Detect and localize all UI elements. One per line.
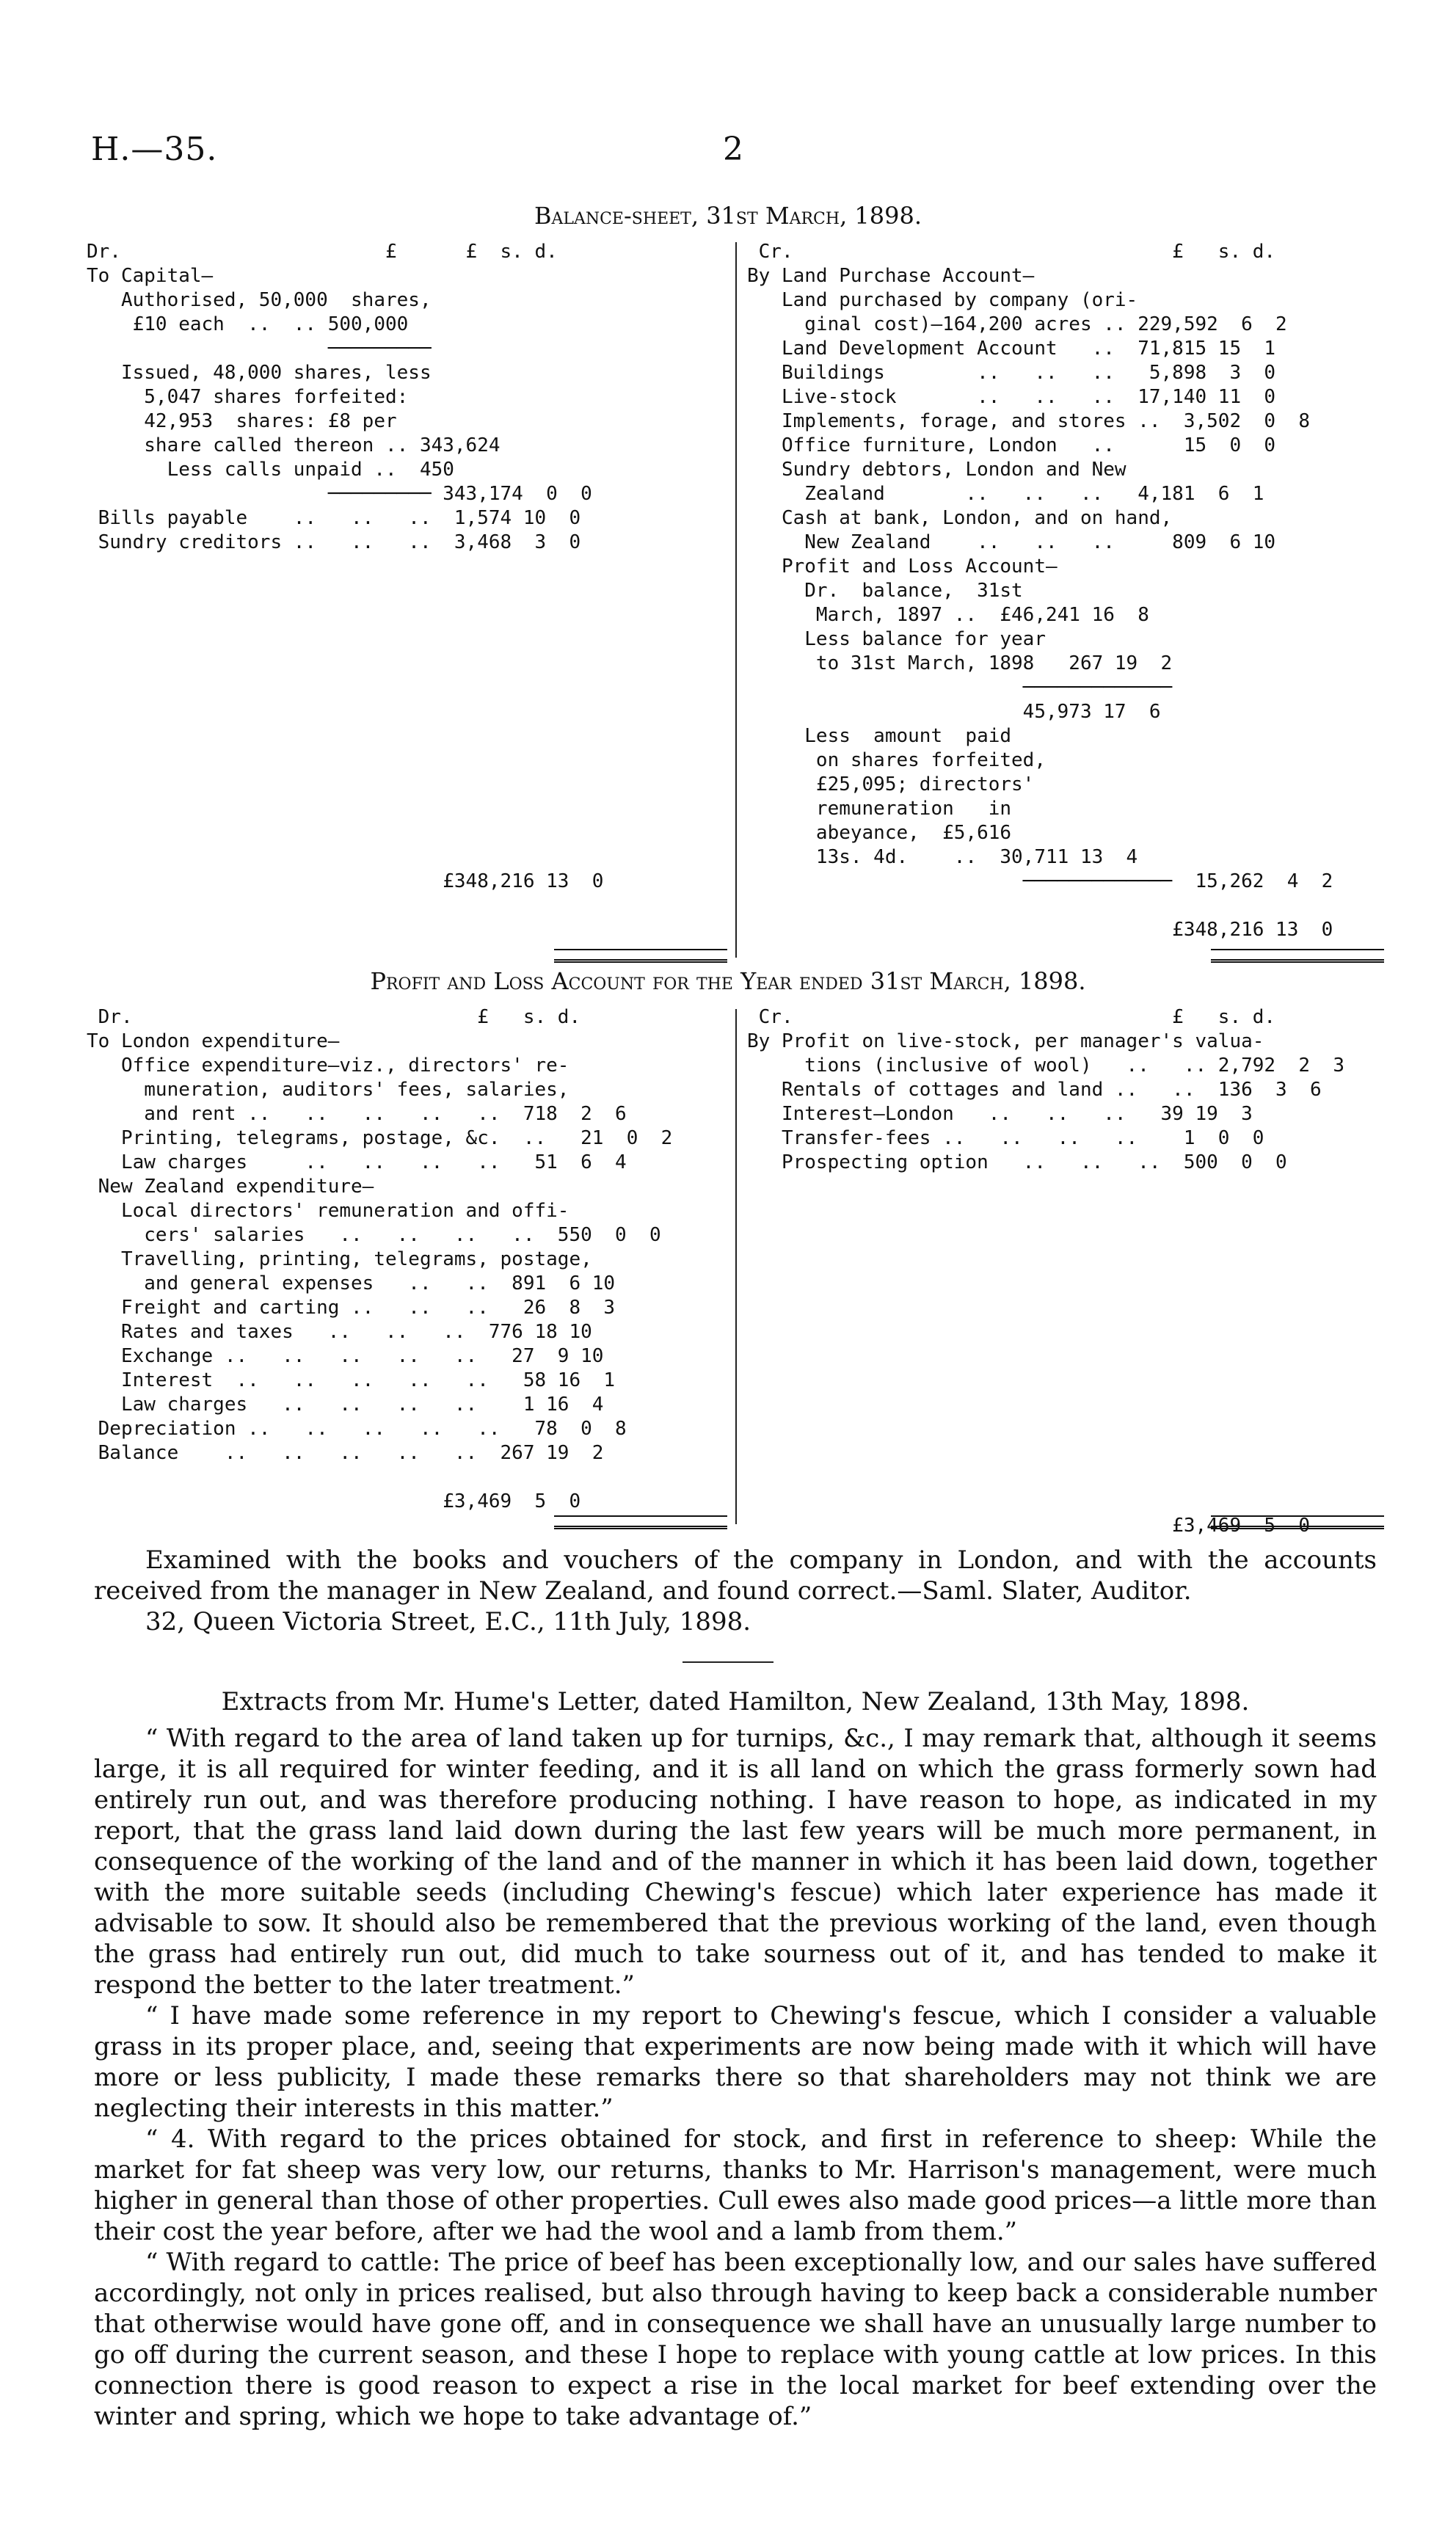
extract-paragraph: “ I have made some reference in my report to Chewing's fescue, which I consider a valuable grass in its proper place, and, seeing that experiments are now being made with it which will have more or less publicity, I made these remarks there so that shareholders may not think we are neglecting their interests in this matter.” xyxy=(94,2001,1377,2123)
extracts-title: Extracts from Mr. Hume's Letter, dated Hamilton, New Zealand, 13th May, 1898. xyxy=(221,1687,1250,1716)
auditor-line: Examined with the books and vouchers of the company in London, and with the accounts received from the manager in New Zealand, and found correct.—Saml. Slater, Auditor. xyxy=(94,1545,1377,1606)
balance-sheet-debit: Dr. £ £ s. d. To Capital— Authorised, 50,000 shares, £10 each .. .. 500,000 ───────── Issued, 48,000 shares, less 5,047 shares forfeited: 42,953 shares: £8 per share called thereon .. 343,624 Less calls unpaid .. 450 ───────── 343,174 0 0 Bills payable .. .. .. 1,574 10 0 Sundry creditors .. .. .. 3,468 3 0 £348,216 13 0 xyxy=(87,241,604,892)
balance-sheet-title: Balance-sheet, 31st March, 1898. xyxy=(534,202,922,230)
auditor-address: 32, Queen Victoria Street, E.C., 11th July, 1898. xyxy=(145,1607,751,1636)
profit-loss-divider xyxy=(735,1009,737,1524)
page-number: 2 xyxy=(723,131,743,168)
document-id: H.—35. xyxy=(91,131,218,168)
extract-paragraph: “ 4. With regard to the prices obtained for stock, and first in reference to sheep: While the market for fat sheep was very low, our returns, thanks to Mr. Harrison's management, were much higher in general than those of other properties. Cull ewes also made good prices—a little more than their cost the year before, after we had the wool and a lamb from them.” xyxy=(94,2124,1377,2246)
extract-paragraph: “ With regard to the area of land taken up for turnips, &c., I may remark that, although it seems large, it is all required for winter feeding, and it is all land on which the grass formerly sown had entirely run out, and was therefore producing nothing. I have reason to hope, as indicated in my report, that the grass land laid down during the last few years will be much more permanent, in consequence of the working of the land and of the manner in which it has been laid down, together with the more suitable seeds (including Chewing's fescue) which later experience has made it advisable to sow. It should also be remembered that the previous working of the land, even though the grass had entirely run out, did much to take sourness out of it, and has tended to make it respond the better to the later treatment.” xyxy=(94,1724,1377,2000)
balance-sheet-credit: Cr. £ s. d. By Land Purchase Account— Land purchased by company (ori- ginal cost)—164,200 acres .. 229,592 6 2 Land Development Account .. 71,815 15 1 Buildings .. .. .. 5,898 3 0 Live-stock .. .. .. 17,140 11 0 Implements, forage, and stores .. 3,502 0 8 Office furniture, London .. 15 0 0 Sundry debtors, London and New Zealand .. .. .. 4,181 6 1 Cash at bank, London, and on hand, New Zealand .. .. .. 809 6 10 Profit and Loss Account— Dr. balance, 31st March, 1897 .. £46,241 16 8 Less balance for year to 31st March, 1898 267 19 2 ───────────── 45,973 17 6 Less amount paid on shares forfeited, £25,095; directors' remuneration in abeyance, £5,616 13s. 4d. .. 30,711 13 4 ───────────── 15,262 4 2 £348,216 13 0 xyxy=(747,241,1333,941)
extract-paragraph: “ With regard to cattle: The price of beef has been exceptionally low, and our sales have suffered accordingly, not only in prices realised, but also through having to keep back a considerable number that otherwise would have gone off, and in consequence we shall have an unusually large number to go off during the current season, and these I hope to replace with young cattle at low prices. In this connection there is good reason to expect a rise in the local market for beef extending over the winter and spring, which we hope to take advantage of.” xyxy=(94,2248,1377,2431)
extracts-body xyxy=(94,1723,1377,2432)
section-rule xyxy=(682,1661,774,1663)
pl-total-rule-left xyxy=(554,1515,727,1529)
balance-total-rule-right xyxy=(1211,949,1384,963)
balance-total-rule-left xyxy=(554,949,727,963)
pl-total-rule-right xyxy=(1211,1515,1384,1529)
profit-loss-title: Profit and Loss Account for the Year ended 31st March, 1898. xyxy=(370,967,1086,995)
balance-sheet-divider xyxy=(735,242,737,958)
profit-loss-credit: Cr. £ s. d. By Profit on live-stock, per manager's valua- tions (inclusive of wool) .. .. 2,792 2 3 Rentals of cottages and land .. .. 136 3 6 Interest—London .. .. .. 39 19 3 Transfer-fees .. .. .. .. 1 0 0 Prospecting option .. .. .. 500 0 0 £3,469 5 0 xyxy=(747,1006,1344,1537)
auditor-statement xyxy=(94,1545,1377,1637)
profit-loss-debit: Dr. £ s. d. To London expenditure— Office expenditure—viz., directors' re- muneration, auditors' fees, salaries, and rent .. .. .. .. .. 718 2 6 Printing, telegrams, postage, &c. .. 21 0 2 Law charges .. .. .. .. 51 6 4 New Zealand expenditure— Local directors' remuneration and offi- cers' salaries .. .. .. .. 550 0 0 Travelling, printing, telegrams, postage, and general expenses .. .. 891 6 10 Freight and carting .. .. .. 26 8 3 Rates and taxes .. .. .. 776 18 10 Exchange .. .. .. .. .. 27 9 10 Interest .. .. .. .. .. 58 16 1 Law charges .. .. .. .. 1 16 4 Depreciation .. .. .. .. .. 78 0 8 Balance .. .. .. .. .. 267 19 2 £3,469 5 0 xyxy=(87,1006,673,1512)
